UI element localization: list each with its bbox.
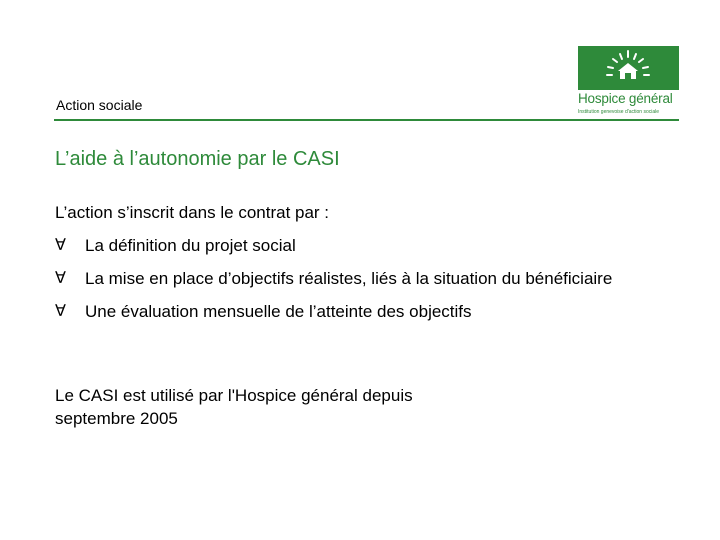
bullet-text: La mise en place d’objectifs réalistes, liés à la situation du bénéficiaire (85, 269, 613, 288)
list-item (55, 235, 675, 257)
bullet-list (55, 235, 675, 334)
bullet-marker-icon: ∀ (55, 237, 66, 254)
footer-line: septembre 2005 (55, 409, 178, 428)
logo-name: Hospice général (578, 91, 673, 106)
intro-text: L’action s’inscrit dans le contrat par : (55, 203, 330, 222)
hospice-general-logo (576, 46, 679, 116)
list-item (55, 268, 675, 290)
bullet-text: Une évaluation mensuelle de l’atteinte des objectifs (85, 302, 472, 321)
footer-line: Le CASI est utilisé par l'Hospice général depuis (55, 386, 413, 405)
bullet-marker-icon: ∀ (55, 270, 66, 287)
list-item (55, 301, 675, 323)
sun-house-icon (578, 46, 679, 90)
slide-title: L’aide à l’autonomie par le CASI (55, 148, 340, 170)
bullet-text: La définition du projet social (85, 236, 296, 255)
logo-tagline: Institution genevoise d'action sociale (578, 109, 660, 115)
footer-note (55, 384, 555, 430)
bullet-marker-icon: ∀ (55, 303, 66, 320)
header-divider (54, 119, 679, 121)
section-label: Action sociale (56, 97, 143, 113)
